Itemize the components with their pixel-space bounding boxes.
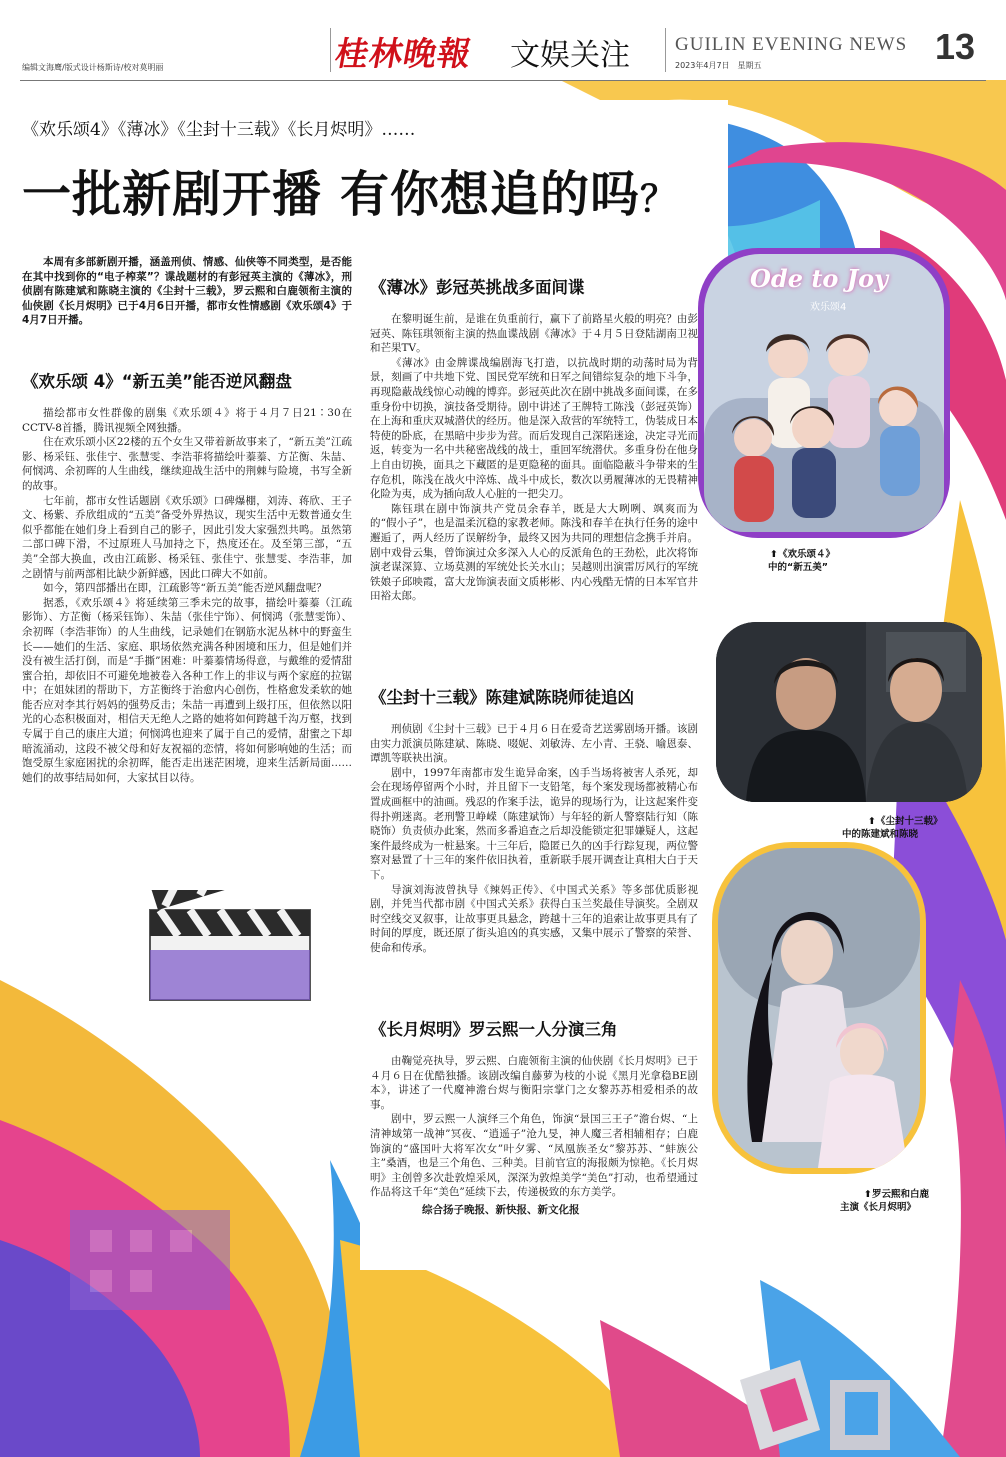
caption-line: ⬆《尘封十三载》 [868,816,943,827]
section-heading-dust-thirteen: 《尘封十三载》陈建斌陈晓师徒追凶 [370,688,634,707]
photo-till-the-end-illustration [712,842,926,1174]
photo-dust-thirteen-illustration [716,622,982,802]
caption-line: ⬆《欢乐颂４》 [770,549,835,560]
section-body-dust-thirteen [370,722,698,956]
header-rule [20,80,986,81]
header-divider-right [665,28,666,72]
caption-ode-to-joy [768,548,835,574]
paragraph: 如今，第四部播出在即，江疏影等“新五美”能否逆风翻盘呢？ [43,582,327,595]
caption-dust-thirteen [842,815,942,841]
paragraph: 由鞠觉亮执导，罗云熙、白鹿领衔主演的仙侠剧《长月烬明》已于４月６日在优酷独播。该剧改编自藤萝为枝的小说《黑月光拿稳BE剧本》，讲述了一代魔神澹台烬与衡阳宗掌门之女黎苏苏相爱相杀的故事。 [370,1055,698,1111]
text-panel-left-lower [0,880,360,890]
section-body-ode-to-joy [22,406,352,785]
article-source: 综合扬子晚报、新快报、新文化报 [422,1203,580,1216]
section-heading-till-the-end: 《长月烬明》罗云熙一人分演三角 [370,1020,618,1039]
headline-question-mark: ？ [640,179,678,220]
photo-ode-to-joy [698,248,950,538]
section-heading-ode-to-joy: 《欢乐颂 4》“新五美”能否逆风翻盘 [22,372,292,391]
caption-line: 中的“新五美” [768,562,828,573]
paragraph: 剧中，1997年南都市发生诡异命案，凶手当场将被害人杀死，却会在现场停留两个小时，并且留下一支铅笔，每个案发现场都被精心布置成画框中的油画。残忍的作案手法，诡异的现场行为，让这起案件变得扑朔迷离。老刑警卫峥嵘（陈建斌饰）与年轻的新人警察陆行知（陈晓饰）负责侦办此案，然而多番追查之后却没能锁定犯罪嫌疑人，这起案件最终成为一桩悬案。十三年后，隐匿已久的凶手行踪复现，两位警察对悬置了十三年的案件依旧执着，重新联手展开调查让真相大白于天下。 [370,766,698,881]
issue-date: 2023年4月7日 星期五 [675,61,762,70]
paragraph: 剧中，罗云熙一人演绎三个角色，饰演“景国三王子”澹台烬、“上清神域第一战神”冥夜、“逍遥子”沧九旻，神人魔三者相辅相存；白鹿饰演的“盛国叶大将军次女”叶夕雾、“凤凰族圣女”黎苏苏、“蚌族公主”桑酒，也是三个角色、三种美。目前官宣的海报颇为惊艳。《长月烬明》主创曾多次赴敦煌采风，深深为敦煌美学“美色”打动，也希望通过作品将这千年“美色”延续下去，传递极致的东方美学。 [370,1113,698,1199]
section-body-till-the-end [370,1054,698,1217]
article-lead [22,255,352,328]
page-number: 13 [935,26,976,67]
paragraph: 七年前，都市女性话题剧《欢乐颂》口碑爆棚，刘涛、蒋欣、王子文、杨紫、乔欣组成的“五美”备受外界热议，现实生活中无数普通女生似乎都能在她们身上看到自己的影子，因此引发大家强烈共鸣。虽然第二部口碑下滑，不过原班人马加持之下，热度还在。及至第三部，“五美”全部大换血，改由江疏影、杨采钰、张佳宁、张慧雯、李浩菲，加之剧情与前两部相比缺少新鲜感，因此口碑大不如前。 [22,494,352,580]
section-heading-thin-ice: 《薄冰》彭冠英挑战多面间谍 [370,278,585,297]
paragraph: 《薄冰》由金牌谍战编剧海飞打造，以抗战时期的动荡时局为背景，刻画了中共地下党、国民党军统和日军之间错综复杂的地下斗争，再现隐蔽战线惊心动魄的博弈。彭冠英此次在剧中挑战多面间谍，在多重身份中切换，演技备受期待。剧中讲述了王牌特工陈浅（彭冠英饰）在上海和重庆双城潜伏的经历。他是深入敌营的军统特工，伪装成日本特使的卧底，在黑暗中步步为营。而后发现自己深陷迷途，决定寻光而返，转变为一名中共秘密战线的战士，重回军统潜伏。多重身份在他身上自由切换，面具之下藏匿的是更隐秘的面具。面临隐蔽斗争带来的生存危机，陈浅在战火中淬炼、战斗中成长，数次以勇履薄冰的无畏精神化险为夷，成为插向敌人心脏的一把尖刀。 [370,356,698,501]
paragraph: 导演刘海波曾执导《辣妈正传》、《中国式关系》等多部优质影视剧，并凭当代都市剧《中国式关系》获得白玉兰奖最佳导演奖。全剧双时空线交叉叙事，让故事更具悬念，跨越十三年的追索让故事更具有了时间的厚度，既还原了街头追凶的真实感，又集中展示了警察的荣誉、使命和传承。 [370,883,698,954]
article-kicker: 《欢乐颂4》《薄冰》《尘封十三载》《长月烬明》…… [22,120,416,140]
newspaper-english-name: GUILIN EVENING NEWS [675,34,908,55]
photo-till-the-end [712,842,926,1174]
paragraph: 在黎明诞生前，是谁在负重前行，赢下了前路星火般的明亮？由彭冠英、陈钰琪领衔主演的热血谍战剧《薄冰》于４月５日登陆湖南卫视和芒果TV。 [370,313,698,355]
paragraph: 陈钰琪在剧中饰演共产党员余春羊，既是大大咧咧、飒爽而为的“假小子”，也是温柔沉稳的家教老师。陈浅和春羊在执行任务的途中邂逅了，两人经历了误解纷争，最终又因为共同的理想信念携手并肩。剧中戏骨云集，曾饰演过众多深入人心的反派角色的王劲松，此次将饰演老谋深算、立场莫测的军统处长关水山；吴越则出演雷厉风行的军统铁娘子邱映霞，富大龙饰演表面文质彬彬、内心残酷无情的日本军官井田裕太郎。 [370,502,698,603]
header-divider-left [330,28,331,72]
caption-line: 主演《长月烬明》 [840,1202,917,1213]
section-title: 文娱关注 [510,38,630,73]
paragraph: 描绘都市女性群像的剧集《欢乐颂４》将于４月７日21∶30在CCTV-8首播，腾讯视频全网独播。 [22,407,352,434]
headline-text: 一批新剧开播 有你想追的吗 [22,166,641,223]
article-headline [22,156,677,226]
paragraph: 刑侦剧《尘封十三载》已于４月６日在爱奇艺送雾剧场开播。该剧由实力派演员陈建斌、陈晓、啜妮、刘敏涛、左小青、王骁、喻恩泰、谭凯等联袂出演。 [370,723,698,765]
photo-ode-to-joy-logo: Ode to Joy [750,264,889,293]
lead-paragraph: 本周有多部新剧开播，涵盖刑侦、情感、仙侠等不同类型，是否能在其中找到你的“电子榨菜”？谍战题材的有彭冠英主演的《薄冰》，刑侦剧有陈建斌和陈晓主演的《尘封十三载》，罗云熙和白鹿领衔主演的仙侠剧《长月烬明》已于4月6日开播，都市女性情感剧《欢乐颂4》于4月7日开播。 [22,256,352,327]
section-body-thin-ice [370,312,698,604]
paragraph: 据悉，《欢乐颂４》将延续第三季未完的故事，描绘叶蓁蓁（江疏影饰）、方芷衡（杨采钰饰）、朱喆（张佳宁饰）、何悯鸿（张慧雯饰）、余初晖（李浩菲饰）的人生曲线，记录她们在钢筋水泥丛林中的野蛮生长——她们的生活、家庭、职场依然充满各种困境和压力，但是她们并没有被生活打倒，而是“手撕”困难：叶蓁蓁情场得意，与戴维的爱情甜蜜合拍，却依旧不可避免地被卷入各种工作上的非议与两个家庭的拉锯中；在姐妹团的帮助下，方芷衡终于治愈内心创伤，性格愈发柔软的她能否应对李其行妈妈的强势反击；朱喆一再遭到上级打压，但依然以阳光的心态积极面对，相信天无绝人之路的她将如何跨越千沟万壑，找到专属于自己的康庄大道；何悯鸿也迎来了属于自己的爱情，甜蜜之下却暗流涌动，这段不被父母和好友祝福的恋情，将如何影响她的生活；而饱受原生家庭困扰的余初晖，能否走出迷茫困境，迎来生活新局面……她们的故事结局如何，大家拭目以待。 [22,596,352,784]
newspaper-masthead: 桂林晚報 [332,34,476,73]
editor-credits: 编辑文海鹰/版式设计杨斯诗/校对莫明丽 [22,63,164,72]
caption-line: ⬆罗云熙和白鹿 [864,1189,929,1200]
paragraph: 住在欢乐颂小区22楼的五个女生又带着新故事来了，“新五美”江疏影、杨采钰、张佳宁、张慧雯、李浩菲将描绘叶蓁蓁、方芷衡、朱喆、何悯鸿、余初晖的人生曲线，继续迎战生活中的荆棘与险境，书写全新的故事。 [22,436,352,492]
caption-till-the-end [840,1188,929,1214]
photo-dust-thirteen [716,622,982,802]
photo-ode-to-joy-logo-cn: 欢乐颂4 [810,302,847,313]
caption-line: 中的陈建斌和陈晓 [842,829,919,840]
